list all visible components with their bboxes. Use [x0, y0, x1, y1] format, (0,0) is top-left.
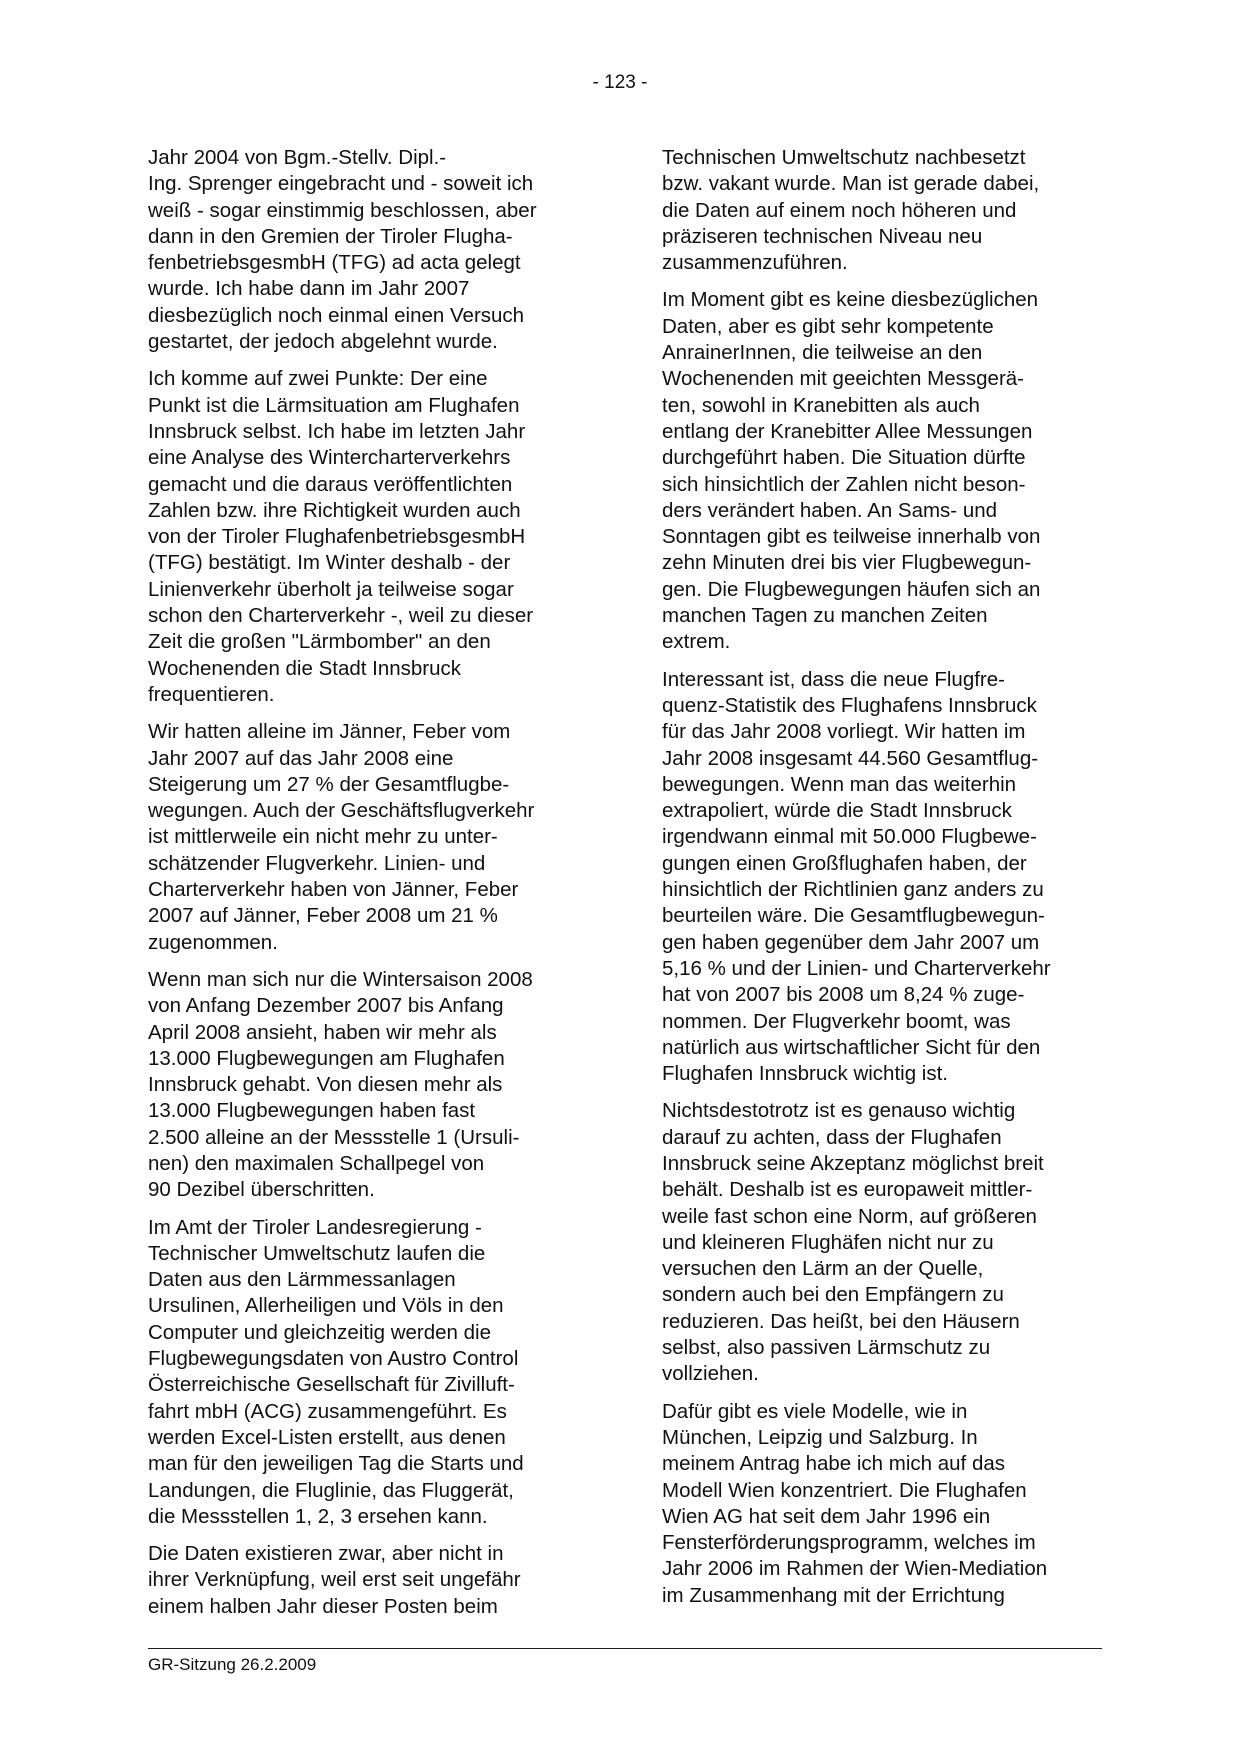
paragraph: Dafür gibt es viele Modelle, wie in München, Leipzig und Salzburg. In meinem Antrag habe ich mich auf das Modell Wien konzentriert. Die Flughafen Wien AG hat seit dem Jahr 1996 ein Fensterförderungsprogramm, welches im Jahr 2006 im Rahmen der Wien-Mediation im Zusammenhang mit der Errichtung [662, 1399, 1048, 1607]
paragraph: Interessant ist, dass die neue Flugfre- quenz-Statistik des Flughafens Innsbruck für das Jahr 2008 vorliegt. Wir hatten im Jahr 2008 insgesamt 44.560 Gesamtflug- bewegungen. Wenn man das weiterhin extrapoliert, würde die Stadt Innsbruck irgendwann einmal mit 50.000 Flugbewe- gungen einen Großflughafen haben, der hinsichtlich der Richtlinien ganz anders zu beurteilen wäre. Die Gesamtflugbewegun- gen haben gegenüber dem Jahr 2007 um 5,16 % und der Linien- und Charterverkehr hat von 2007 bis 2008 um 8,24 % zuge- nommen. Der Flugverkehr boomt, was natürlich aus wirtschaftlicher Sicht für den Flughafen Innsbruck wichtig ist. [662, 667, 1051, 1086]
paragraph: Jahr 2004 von Bgm.-Stellv. Dipl.- Ing. Sprenger eingebracht und - soweit ich weiß - sogar einstimmig beschlossen, aber dann in den Gremien der Tiroler Flugha- fenbetriebsgesmbH (TFG) ad acta gelegt wurde. Ich habe dann im Jahr 2007 diesbezüglich noch einmal einen Versuch gestartet, der jedoch abgelehnt wurde. [148, 146, 537, 354]
paragraph: Wir hatten alleine im Jänner, Feber vom Jahr 2007 auf das Jahr 2008 eine Steigerung um 27 % der Gesamtflugbe- wegungen. Auch der Geschäftsflugverkehr ist mittlerweile ein nicht mehr zu unter- schätzender Flugverkehr. Linien- und Charterverkehr haben von Jänner, Feber 2007 auf Jänner, Feber 2008 um 21 % zugenommen. [148, 720, 535, 954]
paragraph: Nichtsdestotrotz ist es genauso wichtig darauf zu achten, dass der Flughafen Innsbruck seine Akzeptanz möglichst breit behält. Deshalb ist es europaweit mittler- weile fast schon eine Norm, auf größeren und kleineren Flughäfen nicht nur zu versuchen den Lärm an der Quelle, sondern auch bei den Empfängern zu reduzieren. Das heißt, bei den Häusern selbst, also passiven Lärmschutz zu vollziehen. [662, 1099, 1044, 1386]
left-column [148, 145, 588, 1631]
footer-text: GR-Sitzung 26.2.2009 [148, 1655, 317, 1674]
paragraph: Technischen Umweltschutz nachbesetzt bzw. vakant wurde. Man ist gerade dabei, die Daten auf einem noch höheren und präziseren technischen Niveau neu zusammenzuführen. [662, 146, 1040, 275]
paragraph: Im Moment gibt es keine diesbezüglichen Daten, aber es gibt sehr kompetente AnrainerInnen, die teilweise an den Wochenenden mit geeichten Messgerä- ten, sowohl in Kranebitten als auch entlang der Kranebitter Allee Messungen durchgeführt haben. Die Situation dürfte sich hinsichtlich der Zahlen nicht beson- ders verändert haben. An Sams- und Sonntagen gibt es teilweise innerhalb von zehn Minuten drei bis vier Flugbewegun- gen. Die Flugbewegungen häufen sich an manchen Tagen zu manchen Zeiten extrem. [662, 288, 1041, 654]
page-number: - 123 - [592, 72, 648, 93]
paragraph: Die Daten existieren zwar, aber nicht in ihrer Verknüpfung, weil erst seit ungefähr einem halben Jahr dieser Posten beim [148, 1542, 521, 1618]
paragraph: Im Amt der Tiroler Landesregierung - Technischer Umweltschutz laufen die Daten aus den Lärmmessanlagen Ursulinen, Allerheiligen und Völs in den Computer und gleichzeitig werden die Flugbewegungsdaten von Austro Control Österreichische Gesellschaft für Zivilluft- fahrt mbH (ACG) zusammengeführt. Es werden Excel-Listen erstellt, aus denen man für den jeweiligen Tag die Starts und Landungen, die Fluglinie, das Fluggerät, die Messstellen 1, 2, 3 ersehen kann. [148, 1215, 524, 1528]
right-column [662, 145, 1102, 1620]
paragraph: Wenn man sich nur die Wintersaison 2008 von Anfang Dezember 2007 bis Anfang April 2008 ansieht, haben wir mehr als 13.000 Flugbewegungen am Flughafen Innsbruck gehabt. Von diesen mehr als 13.000 Flugbewegungen haben fast 2.500 alleine an der Messstelle 1 (Ursuli- nen) den maximalen Schallpegel von 90 Dezibel überschritten. [148, 967, 533, 1202]
paragraph: Ich komme auf zwei Punkte: Der eine Punkt ist die Lärmsituation am Flughafen Innsbruck selbst. Ich habe im letzten Jahr eine Analyse des Wintercharterverkehrs gemacht und die daraus veröffentlichten Zahlen bzw. ihre Richtigkeit wurden auch von der Tiroler FlughafenbetriebsgesmbH (TFG) bestätigt. Im Winter deshalb - der Linienverkehr überholt ja teilweise sogar schon den Charterverkehr -, weil zu dieser Zeit die großen "Lärmbomber" an den Wochenenden die Stadt Innsbruck frequentieren. [148, 367, 534, 706]
footer-divider [148, 1648, 1102, 1649]
